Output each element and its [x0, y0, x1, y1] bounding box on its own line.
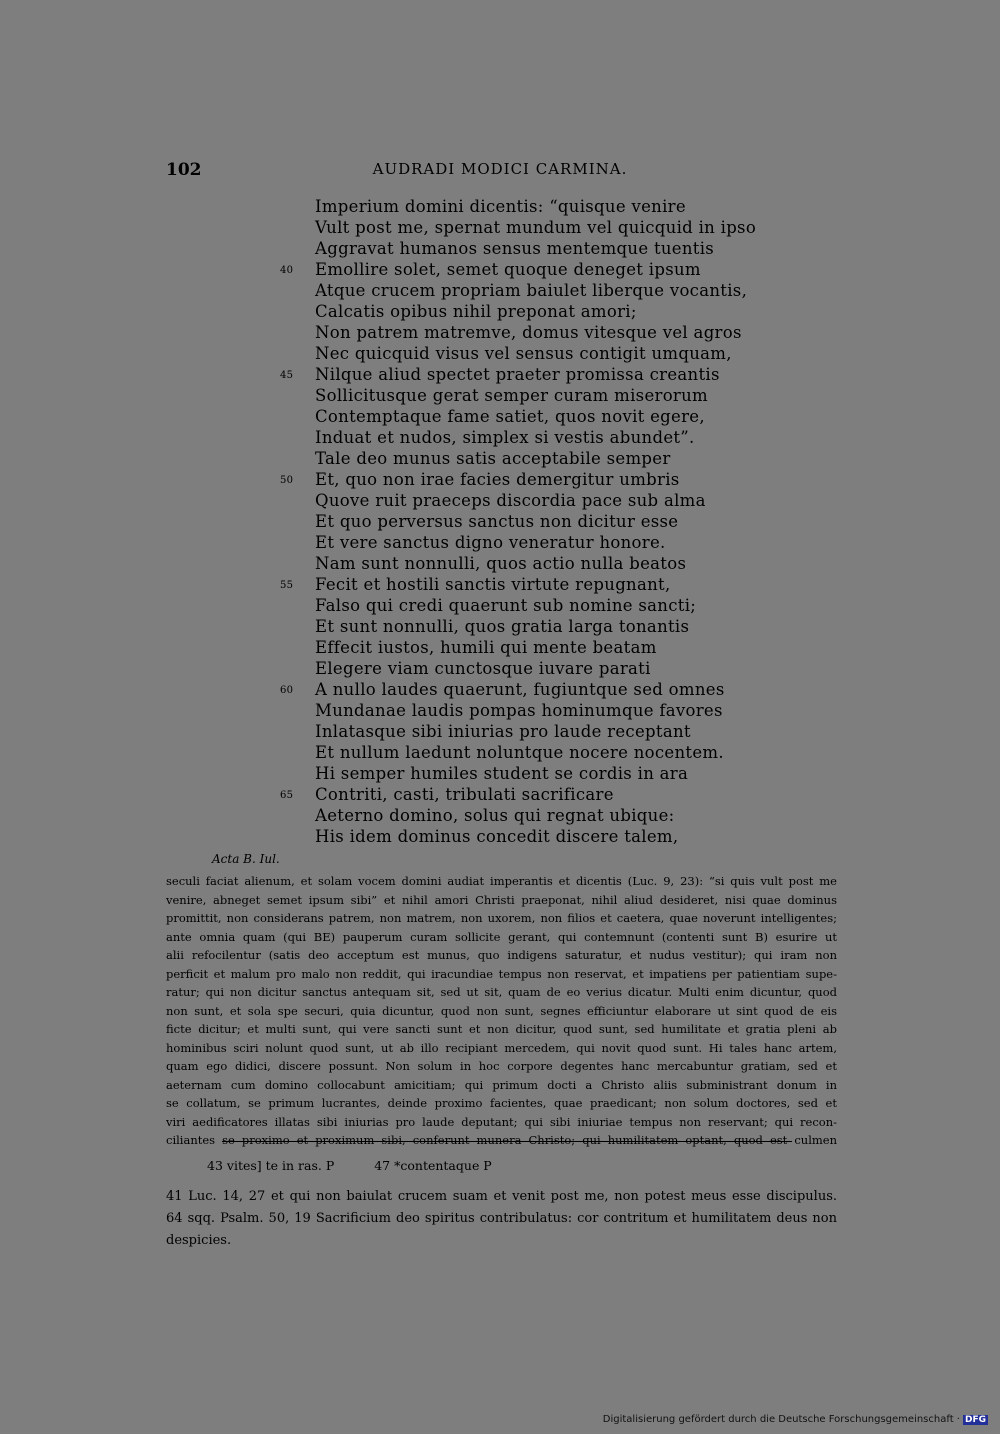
verse-text: Et vere sanctus digno veneratur honore. [315, 533, 666, 552]
verse-text: Imperium domini dicentis: “quisque venire [315, 197, 686, 216]
note-line: 41 Luc. 14, 27 et qui non baiulat crucem suam et venit post me, non potest meus esse discipulus. [166, 1189, 837, 1204]
verse-line [315, 763, 756, 784]
verse-text: Atque crucem propriam baiulet liberque vocantis, [315, 281, 748, 300]
verse-text: Contemptaque fame satiet, quos novit egere, [315, 407, 705, 426]
commentary-line: ficte dicitur; et multi sunt, qui vere sancti sunt et non dicitur, quod sunt, sed humilitate et gratia pleni ab [166, 1022, 837, 1036]
verse-text: Tale deo munus satis acceptabile semper [315, 449, 671, 468]
page-number: 102 [166, 160, 202, 180]
apparatus-entry: 43 vites] te in ras. P [207, 1158, 335, 1173]
poem-block [280, 196, 757, 847]
critical-apparatus [207, 1158, 528, 1173]
line-number: 60 [280, 685, 294, 696]
verse-line [280, 784, 756, 805]
verse-text: Non patrem matremve, domus vitesque vel agros [315, 323, 742, 342]
commentary-line: ante omnia quam (qui BE) pauperum curam sollicite gerant, qui contemnunt (contenti sunt B) esurire ut [166, 929, 837, 944]
line-number: 45 [280, 370, 294, 381]
verse-line [315, 637, 756, 658]
verse-text: Et nullum laedunt noluntque nocere nocentem. [315, 743, 724, 762]
verse-text: Sollicitusque gerat semper curam miserorum [315, 386, 708, 405]
verse-text: Fecit et hostili sanctis virtute repugnant, [315, 575, 671, 594]
verse-text: Elegere viam cunctosque iuvare parati [315, 659, 651, 678]
verse-text: Falso qui credi quaerunt sub nomine sancti; [315, 596, 697, 615]
verse-line [315, 721, 756, 742]
verse-text: Aggravat humanos sensus mentemque tuentis [315, 239, 715, 258]
verse-line [315, 658, 756, 679]
line-number: 65 [280, 790, 294, 801]
verse-line [280, 259, 756, 280]
source-notes [166, 1186, 837, 1252]
verse-text: Induat et nudos, simplex si vestis abundet”. [315, 428, 695, 447]
verse-line [315, 385, 756, 406]
verse-line [315, 742, 756, 763]
verse-text: Nilque aliud spectet praeter promissa creantis [315, 365, 720, 384]
commentary-line: quam ego didici, discere possunt. Non solum in hoc corpore degentes hanc mercabuntur gratiam, sed et [166, 1059, 837, 1073]
verse-line [315, 280, 756, 301]
commentary-line: promittit, non considerans patrem, non matrem, non uxorem, non filios et caetera, quae noverunt intelligentes; [166, 911, 837, 925]
verse-line [315, 511, 756, 532]
verse-line [280, 469, 756, 490]
note-line: despicies. [166, 1233, 232, 1248]
commentary-line: seculi faciat alienum, et solam vocem domini audiat imperantis et dicentis (Luc. 9, 23): “si quis vult post me [166, 874, 837, 888]
verse-text: Nec quicquid visus vel sensus contigit umquam, [315, 344, 732, 363]
commentary-line: perficit et malum pro malo non reddit, qui iracundiae tempus non reservat, et impatiens per patientiam supe- [166, 966, 837, 981]
verse-text: Quove ruit praeceps discordia pace sub alma [315, 491, 706, 510]
verse-line [315, 532, 756, 553]
verse-line [280, 574, 756, 595]
verse-line [315, 322, 756, 343]
verse-line [280, 364, 756, 385]
verse-line [315, 238, 756, 259]
line-number: 55 [280, 580, 294, 591]
line-number: 40 [280, 265, 294, 276]
verse-line [315, 343, 756, 364]
verse-text: Effecit iustos, humili qui mente beatam [315, 638, 657, 657]
verse-text: His idem dominus concedit discere talem, [315, 827, 679, 846]
commentary-line: viri aedificatores illatas sibi iniurias pro laude deputant; qui sibi iniuriae tempus non reservant; qui recon- [166, 1114, 837, 1129]
commentary-line: ciliantes se proximo et proximum sibi, conferunt munera Christo; qui humilitatem optant, quod est culmen [166, 1133, 837, 1147]
note-line: 64 sqq. Psalm. 50, 19 Sacrificium deo spiritus contribulatus: cor contritum et humilitatem deus non [166, 1211, 837, 1226]
verse-text: Calcatis opibus nihil preponat amori; [315, 302, 637, 321]
commentary-source-label: Acta B. Iul. [212, 852, 280, 866]
verse-text: A nullo laudes quaerunt, fugiuntque sed omnes [315, 680, 725, 699]
verse-line [315, 406, 756, 427]
commentary-block [166, 872, 837, 1150]
verse-text: Et quo perversus sanctus non dicitur esse [315, 512, 679, 531]
verse-line [315, 826, 756, 847]
verse-line [315, 616, 756, 637]
footer-credit [603, 1414, 988, 1425]
verse-line [315, 490, 756, 511]
commentary-line: ratur; qui non dicitur sanctus antequam sit, sed ut sit, quam de eo verius dicatur. Multi enim dicuntur, quod [166, 985, 837, 999]
verse-line [315, 553, 756, 574]
verse-text: Inlatasque sibi iniurias pro laude receptant [315, 722, 691, 741]
separator-rule [222, 1141, 792, 1142]
verse-line [315, 301, 756, 322]
running-header: AUDRADI MODICI CARMINA. [372, 160, 628, 178]
verse-line [315, 595, 756, 616]
verse-text: Emollire solet, semet quoque deneget ipsum [315, 260, 701, 279]
footer-text: Digitalisierung gefördert durch die Deutsche Forschungsgemeinschaft · [602, 1414, 960, 1425]
verse-line [315, 700, 756, 721]
commentary-line: alii refocilentur (satis deo acceptum est munus, quo indigens saturatur, et nudus vestitur); qui iram non [166, 948, 837, 962]
commentary-line: hominibus sciri nolunt quod sunt, ut ab illo recipiant mercedem, qui novit quod sunt. Hi tales hanc artem, [166, 1040, 837, 1055]
verse-text: Vult post me, spernat mundum vel quicquid in ipso [315, 218, 757, 237]
verse-line [315, 448, 756, 469]
verse-text: Et, quo non irae facies demergitur umbris [315, 470, 680, 489]
verse-text: Hi semper humiles student se cordis in ara [315, 764, 689, 783]
verse-line [315, 427, 756, 448]
verse-text: Aeterno domino, solus qui regnat ubique: [315, 806, 675, 825]
commentary-line: non sunt, et sola spe securi, quia dicuntur, quod non sunt, segnes efficiuntur elaborare ut sint quod de eis [166, 1003, 837, 1018]
dfg-logo: DFG [964, 1414, 986, 1425]
verse-text: Contriti, casti, tribulati sacrificare [315, 785, 614, 804]
line-number: 50 [280, 475, 294, 486]
commentary-line: aeternam cum domino collocabunt amicitiam; qui primum docti a Christo aliis subministrant donum in [166, 1077, 837, 1092]
verse-text: Mundanae laudis pompas hominumque favores [315, 701, 723, 720]
verse-line [280, 679, 756, 700]
apparatus-entry: 47 *contentaque P [374, 1158, 492, 1173]
verse-line [315, 196, 756, 217]
verse-line [315, 805, 756, 826]
commentary-line: venire, abneget semet ipsum sibi” et nihil amori Christi praeponat, nihil aliud desideret, nisi quae dominus [166, 892, 837, 907]
verse-text: Nam sunt nonnulli, quos actio nulla beatos [315, 554, 687, 573]
verse-text: Et sunt nonnulli, quos gratia larga tonantis [315, 617, 690, 636]
commentary-line: se collatum, se primum lucrantes, deinde proximo facientes, quae praedicant; non solum doctores, sed et [166, 1096, 837, 1110]
verse-line [315, 217, 756, 238]
